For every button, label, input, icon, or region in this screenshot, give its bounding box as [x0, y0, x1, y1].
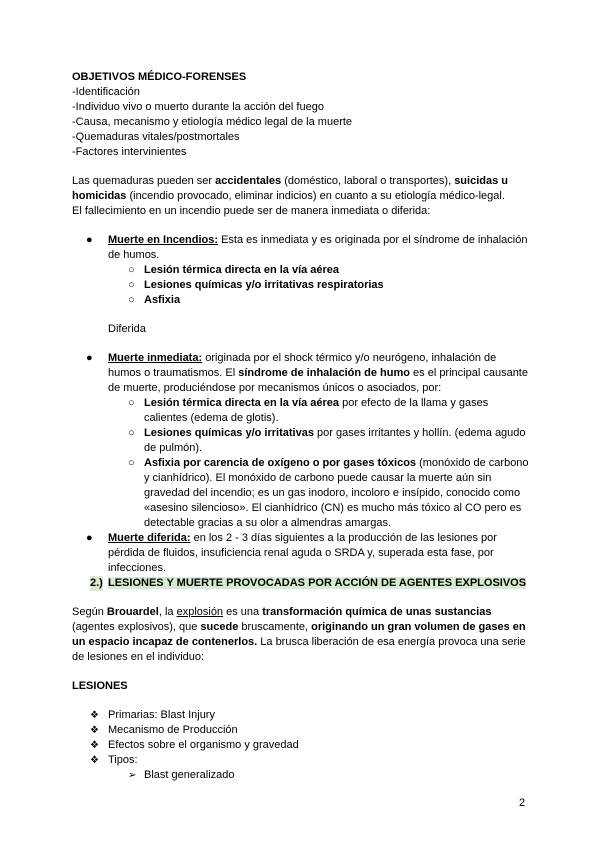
- page-number: 2: [519, 797, 526, 809]
- bullet-icon: ●: [86, 352, 93, 364]
- objective-item: -Individuo vivo o muerto durante la acción del fuego: [72, 101, 324, 113]
- list-item-muerte-inmediata: ● Muerte inmediata: originada por el shock térmico y/o neurógeno, inhalación de humos o traumatismos. El síndrome de inhalación de humo es el principal causante de muerte, produciéndose por mecanismos únicos o asociados, por:: [86, 352, 528, 394]
- circle-bullet-icon: ○: [128, 279, 135, 291]
- sub-list-item: ○ Lesiones químicas y/o irritativas respiratorias: [128, 279, 384, 291]
- circle-bullet-icon: ○: [128, 427, 135, 439]
- section-title: OBJETIVOS MÉDICO-FORENSES: [72, 71, 247, 83]
- intro-paragraph-2: El fallecimiento en un incendio puede ser de manera inmediata o diferida:: [72, 205, 431, 217]
- bullet-icon: ●: [86, 234, 93, 246]
- diamond-bullet-icon: ❖: [90, 755, 99, 766]
- document-page: [72, 70, 532, 783]
- intro-paragraph: Las quemaduras pueden ser accidentales (doméstico, laboral o transportes), suicidas u homicidas (incendio provocado, eliminar indicios) en cuanto a su etiología médico-legal.: [72, 175, 508, 202]
- objective-item: -Identificación: [72, 86, 140, 98]
- sub-list-item: ○ Lesión térmica directa en la vía aérea por efecto de la llama y gases calientes (edema de glotis).: [128, 397, 489, 424]
- lesiones-item: ❖ Tipos:: [90, 754, 138, 766]
- circle-bullet-icon: ○: [128, 294, 135, 306]
- objective-item: -Quemaduras vitales/postmortales: [72, 131, 240, 143]
- section-number: 2.): [90, 577, 103, 589]
- sub-list-item: ○ Asfixia: [128, 294, 181, 306]
- lesiones-subitem: ➢ Blast generalizado: [128, 769, 235, 781]
- objective-item: -Causa, mecanismo y etiología médico legal de la muerte: [72, 116, 353, 128]
- circle-bullet-icon: ○: [128, 397, 135, 409]
- sub-list-item: ○ Lesión térmica directa en la vía aérea: [128, 264, 340, 276]
- lesiones-item: ❖ Mecanismo de Producción: [90, 724, 238, 736]
- lesiones-item: ❖ Primarias: Blast Injury: [90, 709, 215, 721]
- bullet-icon: ●: [86, 532, 93, 544]
- section-heading-2: 2.) LESIONES Y MUERTE PROVOCADAS POR ACCIÓN DE AGENTES EXPLOSIVOS: [90, 577, 527, 589]
- objective-item: -Factores intervinientes: [72, 146, 187, 158]
- sub-list-item: ○ Lesiones químicas y/o irritativas por gases irritantes y hollín. (edema agudo de pulmón).: [128, 427, 526, 454]
- diamond-bullet-icon: ❖: [90, 710, 99, 721]
- diamond-bullet-icon: ❖: [90, 725, 99, 736]
- list-item-muerte-diferida: ● Muerte diferida: en los 2 - 3 días siguientes a la producción de las lesiones por pérdida de fluidos, insuficiencia renal aguda o SRDA y, superada esta fase, por infecciones.: [86, 532, 497, 574]
- sub-list-item: ○ Asfixia por carencia de oxígeno o por gases tóxicos (monóxido de carbono y cianhídrico). El monóxido de carbono puede causar la muerte aún sin gravedad del incendio; es un gas inodoro, incoloro e insípido, conocido como «asesino silencioso». El cianhídrico (CN) es mucho más tóxico al CO pero es detectable gracias a su olor a almendras amargas.: [128, 457, 529, 529]
- lesiones-title: LESIONES: [72, 680, 128, 692]
- list-item-muerte-incendios: ● Muerte en Incendios: Esta es inmediata y es originada por el síndrome de inhalación de humos.: [86, 234, 528, 261]
- diamond-bullet-icon: ❖: [90, 740, 99, 751]
- circle-bullet-icon: ○: [128, 457, 135, 469]
- arrow-bullet-icon: ➢: [128, 770, 137, 781]
- circle-bullet-icon: ○: [128, 264, 135, 276]
- lesiones-item: ❖ Efectos sobre el organismo y gravedad: [90, 739, 299, 751]
- diferida-label: Diferida: [108, 323, 146, 335]
- brouardel-paragraph: Según Brouardel, la explosión es una transformación química de unas sustancias (agentes explosivos), que sucede bruscamente, originando un gran volumen de gases en un espacio incapaz de contenerlos. La brusca liberación de esa energía provoca una serie de lesiones en el individuo:: [72, 606, 526, 663]
